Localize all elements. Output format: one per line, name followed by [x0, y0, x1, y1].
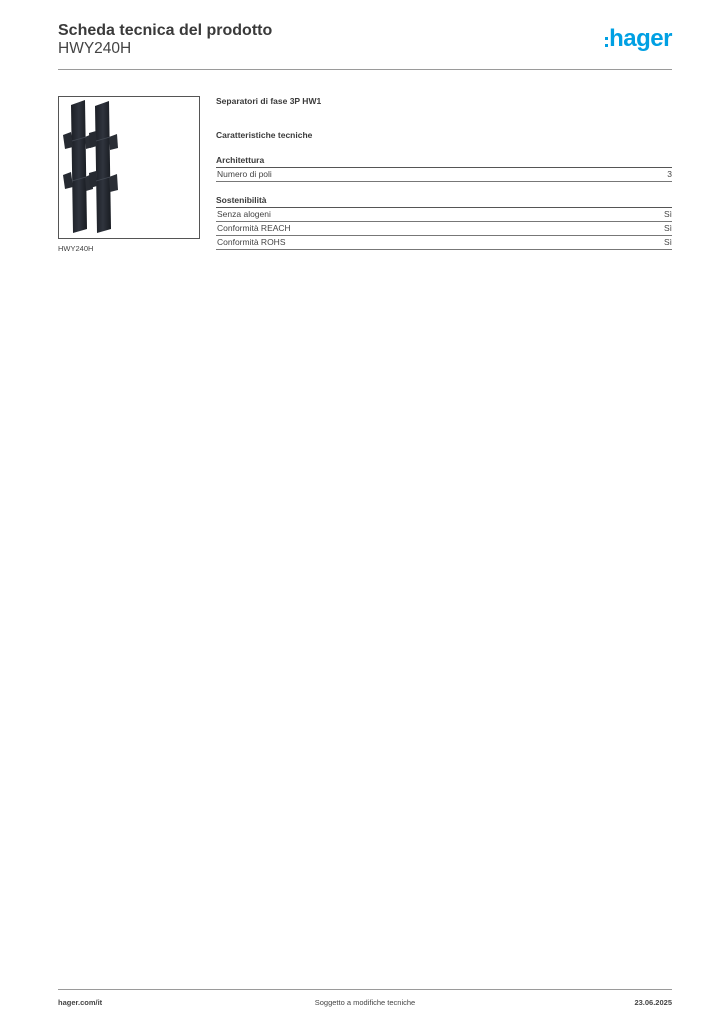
spec-value: Sì: [663, 209, 672, 219]
spec-label: Numero di poli: [217, 169, 272, 179]
spec-row: [216, 168, 672, 182]
specifications-heading: Caratteristiche tecniche: [216, 130, 313, 140]
spec-row: [216, 208, 672, 222]
spec-label: Conformità REACH: [217, 223, 291, 233]
logo-wordmark: hager: [609, 25, 672, 52]
spec-label: Conformità ROHS: [217, 237, 286, 247]
section-sostenibilita: [216, 194, 672, 250]
spec-label: Senza alogeni: [217, 209, 271, 219]
spec-value: Sì: [663, 237, 672, 247]
page-header: [58, 20, 672, 70]
website-link[interactable]: hager.com/it: [58, 998, 103, 1007]
page-footer: [58, 989, 672, 1020]
section-title: Sostenibilità: [216, 194, 672, 208]
spec-value: Sì: [663, 223, 672, 233]
spec-row: [216, 222, 672, 236]
section-architettura: [216, 154, 672, 182]
hager-logo: [605, 26, 672, 52]
spec-row: [216, 236, 672, 250]
product-code: HWY240H: [58, 40, 132, 57]
image-caption: HWY240H: [58, 244, 94, 253]
document-title: Scheda tecnica del prodotto: [58, 22, 273, 39]
phase-separator-icon: [59, 97, 199, 238]
product-image: [58, 96, 200, 239]
logo-dots-icon: [605, 37, 608, 47]
spec-value: 3: [667, 169, 672, 179]
footer-note: Soggetto a modifiche tecniche: [314, 998, 416, 1007]
section-title: Architettura: [216, 154, 672, 168]
product-description: Separatori di fase 3P HW1: [216, 96, 322, 106]
footer-date: 23.06.2025: [634, 998, 672, 1007]
